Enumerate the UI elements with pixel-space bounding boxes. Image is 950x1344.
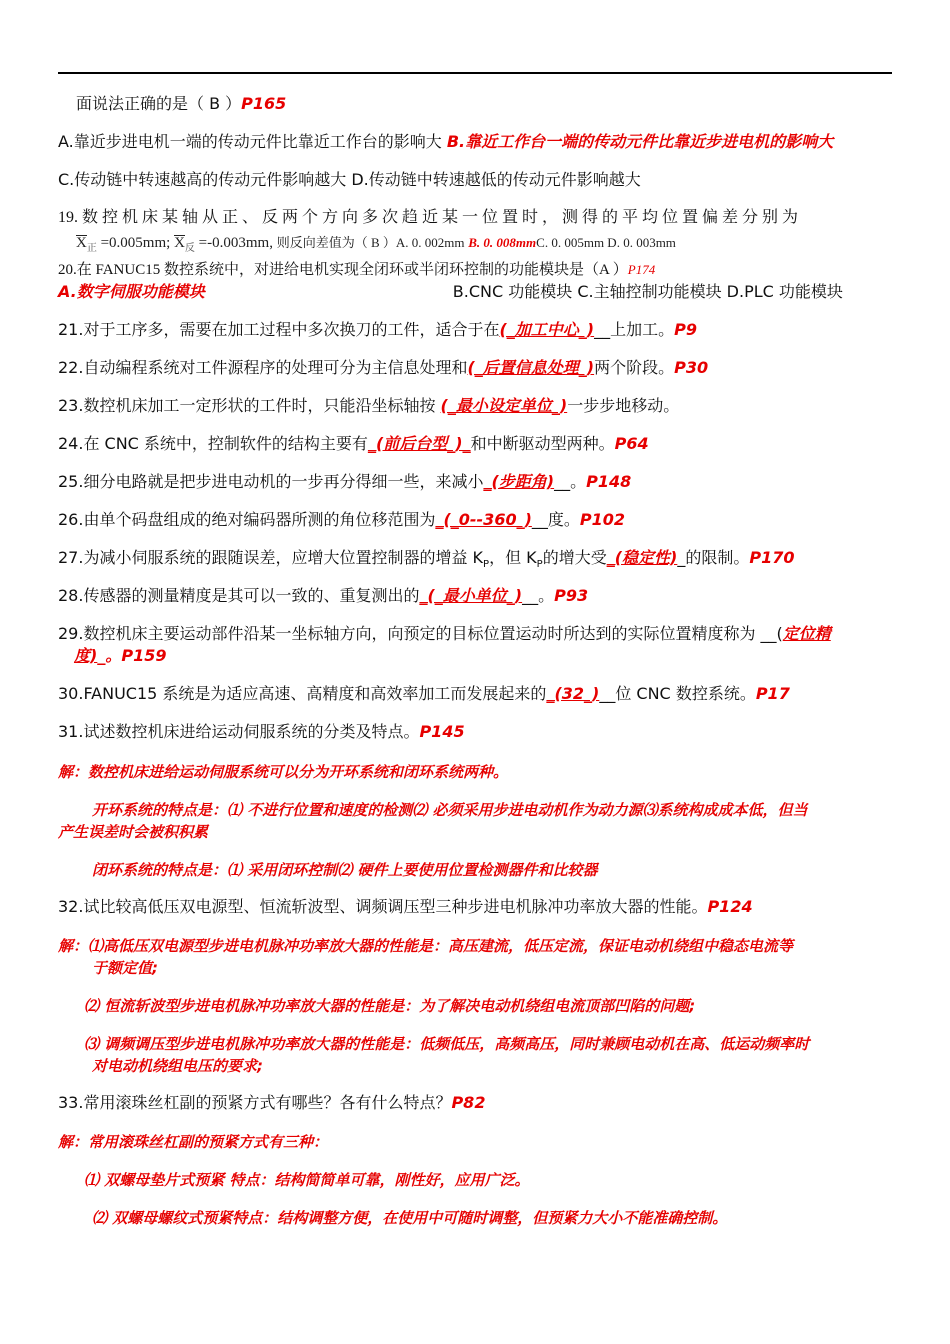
page-ref: P64 xyxy=(614,434,649,453)
q30-answer: _(32_) xyxy=(546,684,600,703)
sub-pos: 正 xyxy=(86,243,97,254)
subscript-p: P xyxy=(483,559,490,571)
q28 xyxy=(58,586,894,606)
page-ref: P148 xyxy=(586,472,632,491)
q18-tail xyxy=(76,94,912,114)
q22-answer: (_后置信息处理_) xyxy=(467,358,595,377)
q33-solution: 解：常用滚珠丝杠副的预紧方式有三种： xyxy=(58,1133,329,1151)
q30-text: 30.FANUC15 系统是为适应高速、高精度和高效率加工而发展起来的 xyxy=(58,684,547,703)
q31-open-loop-1: 开环系统的特点是：⑴ 不进行位置和速度的检测⑵ 必须采用步进电动机作为动力源⑶系统构成成本低，但当 xyxy=(92,801,808,819)
value-pos: =0.005mm; xyxy=(100,235,171,251)
page-ref: P9 xyxy=(674,320,697,339)
q20-options xyxy=(58,282,894,302)
q25-text: 25.细分电路就是把步进电动机的一步再分得细一些，来减小 xyxy=(58,472,484,491)
page-ref: P17 xyxy=(755,684,790,703)
q20-other-options: B.CNC 功能模块 C.主轴控制功能模块 D.PLC 功能模块 xyxy=(452,282,843,301)
header-rule xyxy=(58,72,892,74)
page-ref: P82 xyxy=(451,1093,486,1112)
q18-text: 面说法正确的是（ B ） xyxy=(76,94,242,113)
q21-text: 21.对于工序多，需要在加工过程中多次换刀的工件，适合于在 xyxy=(58,320,500,339)
q30 xyxy=(58,684,894,704)
q24-post: 和中断驱动型两种。 xyxy=(470,434,615,453)
q33 xyxy=(58,1093,894,1113)
q28-answer: _(_最小单位_) xyxy=(419,586,523,605)
q18-options-ab xyxy=(58,132,894,152)
q29-answer-part2: 度) xyxy=(74,646,98,665)
q24-answer: _(前后台型_)_ xyxy=(367,434,471,453)
q32-sol-3b: 对电动机绕组电压的要求; xyxy=(92,1057,263,1075)
q27 xyxy=(58,548,894,575)
q31-closed-loop: 闭环系统的特点是：⑴ 采用闭环控制⑵ 硬件上要使用位置检测器件和比较器 xyxy=(92,861,598,879)
q25 xyxy=(58,472,894,492)
q20-stem xyxy=(58,260,894,280)
q32-sol-1b: 于额定值; xyxy=(92,959,158,977)
page-ref: P30 xyxy=(674,358,709,377)
q27-mid2: 的增大受 xyxy=(542,548,607,567)
q19-question: 则反向差值为（ B ）A. 0. 002mm xyxy=(276,235,465,250)
q22 xyxy=(58,358,894,378)
q19-formula xyxy=(76,232,676,254)
q22-post: 两个阶段。 xyxy=(594,358,675,377)
q33-text: 33.常用滚珠丝杠副的预紧方式有哪些？各有什么特点？ xyxy=(58,1093,452,1112)
page-ref: P174 xyxy=(627,262,656,277)
q28-post: __。 xyxy=(522,586,555,605)
q19-stem xyxy=(58,208,894,228)
q30-post: __位 CNC 数控系统。 xyxy=(599,684,756,703)
q31-open-loop-2: 产生误差时会被积积累 xyxy=(58,823,209,841)
q32-sol-1a: 解：⑴高低压双电源型步进电机脉冲功率放大器的性能是：高压建流，低压定流，保证电动机绕组中稳态电流等 xyxy=(58,937,794,955)
q23-answer: (_最小设定单位_) xyxy=(440,396,568,415)
q33-method-2: ⑵ 双螺母螺纹式预紧特点：结构调整方便，在使用中可随时调整，但预紧力大小不能准确控制。 xyxy=(92,1209,728,1227)
page-ref: P165 xyxy=(241,94,287,113)
option-a: A.靠近步进电机一端的传动元件比靠近工作台的影响大 xyxy=(58,132,447,151)
q26-text: 26.由单个码盘组成的绝对编码器所测的角位移范围为 xyxy=(58,510,436,529)
q27-answer: _(稳定性) xyxy=(606,548,678,567)
q19-options: C. 0. 005mm D. 0. 003mm xyxy=(536,235,676,250)
q29-text: 29.数控机床主要运动部件沿某一坐标轴方向，向预定的目标位置运动时所达到的实际位置精度称为 __( xyxy=(58,624,783,643)
q32-sol-3a: ⑶ 调频调压型步进电机脉冲功率放大器的性能是：低频低压，高频高压，同时兼顾电动机在高、低运动频率时 xyxy=(84,1035,810,1053)
page-ref: P93 xyxy=(554,586,589,605)
q21-answer: (_加工中心_) xyxy=(499,320,595,339)
q28-text: 28.传感器的测量精度是其可以一致的、重复测出的 xyxy=(58,586,420,605)
q24-text: 24.在 CNC 系统中，控制软件的结构主要有 xyxy=(58,434,368,453)
q29-line2 xyxy=(74,646,910,666)
option-cd: C.传动链中转速越高的传动元件影响越大 D.传动链中转速越低的传动元件影响越大 xyxy=(58,170,641,189)
q19-answer: B. 0. 008mm xyxy=(468,235,537,250)
q27-mid: ，但 K xyxy=(489,548,537,567)
q26-answer: _(_0--360_) xyxy=(435,510,532,529)
answer-option-b: B.靠近工作台一端的传动元件比靠近步进电机的影响大 xyxy=(446,132,834,151)
q26-post: __度。 xyxy=(531,510,580,529)
page-ref: P145 xyxy=(419,722,465,741)
q20-answer: A.数字伺服功能模块 xyxy=(58,282,205,301)
page-ref: P124 xyxy=(707,897,753,916)
q21-post: __上加工。 xyxy=(594,320,675,339)
q19-text: 19. 数 控 机 床 某 轴 从 正 、 反 两 个 方 向 多 次 趋 近 某 一 位 置 时 ， 测 得 的 平 均 位 置 偏 差 分 别 为 xyxy=(58,209,799,226)
q25-post: __。 xyxy=(554,472,587,491)
page-ref: P102 xyxy=(579,510,626,529)
q32 xyxy=(58,897,894,917)
q29-answer-part1: 定位精 xyxy=(782,624,831,643)
q31 xyxy=(58,722,894,742)
q31-text: 31.试述数控机床进给运动伺服系统的分类及特点。 xyxy=(58,722,420,741)
page-ref: P159 xyxy=(121,646,167,665)
q31-solution: 解：数控机床进给运动伺服系统可以分为开环系统和闭环系统两种。 xyxy=(58,763,509,781)
q27-post: _的限制。 xyxy=(677,548,750,567)
subscript-p: P xyxy=(536,559,543,571)
q32-sol-2: ⑵ 恒流斩波型步进电机脉冲功率放大器的性能是：为了解决电动机绕组电流顶部凹陷的问题; xyxy=(84,997,696,1015)
value-neg: =-0.003mm, xyxy=(198,235,273,251)
q26 xyxy=(58,510,894,530)
page-ref: P170 xyxy=(749,548,795,567)
q22-text: 22.自动编程系统对工件源程序的处理可分为主信息处理和 xyxy=(58,358,468,377)
q21 xyxy=(58,320,894,340)
x-bar-neg: X xyxy=(174,235,185,251)
x-bar-pos: X xyxy=(76,235,87,251)
sub-neg: 反 xyxy=(184,243,195,254)
q29-post: _。 xyxy=(97,646,122,665)
q25-answer: _(步距角) xyxy=(483,472,555,491)
q23 xyxy=(58,396,894,416)
q20-text: 20.在 FANUC15 数控系统中，对进给电机实现全闭环或半闭环控制的功能模块是（A ） xyxy=(58,262,628,278)
q33-method-1: ⑴ 双螺母垫片式预紧 特点：结构简简单可靠，刚性好，应用广泛。 xyxy=(84,1171,530,1189)
q32-text: 32.试比较高低压双电源型、恒流斩波型、调频调压型三种步进电机脉冲功率放大器的性能。 xyxy=(58,897,708,916)
q24 xyxy=(58,434,894,454)
q23-post: 一步步地移动。 xyxy=(567,396,680,415)
q29-line1 xyxy=(58,624,894,644)
q27-text: 27.为减小伺服系统的跟随误差，应增大位置控制器的增益 K xyxy=(58,548,484,567)
q23-text: 23.数控机床加工一定形状的工件时，只能沿坐标轴按 xyxy=(58,396,441,415)
q18-options-cd xyxy=(58,170,894,190)
